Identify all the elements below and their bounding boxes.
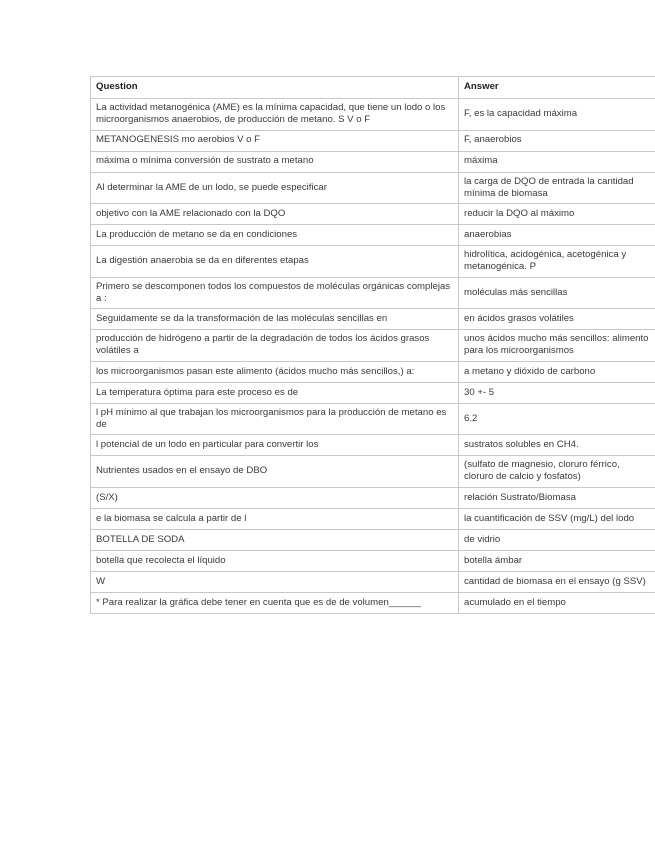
table-row: [91, 550, 655, 571]
answer-cell: en ácidos grasos volátiles: [459, 309, 655, 330]
table-row: [91, 246, 655, 278]
answer-cell: F, es la capacidad máxima: [459, 99, 655, 131]
question-cell: METANOGENESIS mo aerobios V o F: [91, 130, 459, 151]
table-row: [91, 456, 655, 488]
table-row: [91, 277, 655, 309]
answer-cell: hidrolítica, acidogénica, acetogénica y metanogénica. P: [459, 246, 655, 278]
table-row: [91, 204, 655, 225]
question-header: Question: [91, 77, 459, 99]
question-cell: máxima o mínima conversión de sustrato a metano: [91, 151, 459, 172]
question-cell: los microorganismos pasan este alimento (ácidos mucho más sencillos,) a:: [91, 361, 459, 382]
question-cell: Primero se descomponen todos los compuestos de moléculas orgánicas complejas a :: [91, 277, 459, 309]
answer-cell: acumulado en el tiempo: [459, 592, 655, 613]
question-cell: (S/X): [91, 487, 459, 508]
question-cell: Nutrientes usados en el ensayo de DBO: [91, 456, 459, 488]
question-cell: Seguidamente se da la transformación de las moléculas sencillas en: [91, 309, 459, 330]
answer-cell: reducir la DQO al máximo: [459, 204, 655, 225]
answer-cell: 6.2: [459, 403, 655, 435]
question-cell: * Para realizar la gráfica debe tener en cuenta que es de de volumen______: [91, 592, 459, 613]
table-row: [91, 571, 655, 592]
question-cell: La actividad metanogénica (AME) es la mínima capacidad, que tiene un lodo o los microorganismos anaerobios, de producción de metano. S V o F: [91, 99, 459, 131]
table-row: [91, 151, 655, 172]
answer-cell: de vidrio: [459, 529, 655, 550]
table-row: [91, 487, 655, 508]
answer-cell: moléculas más sencillas: [459, 277, 655, 309]
question-cell: BOTELLA DE SODA: [91, 529, 459, 550]
answer-cell: relación Sustrato/Biomasa: [459, 487, 655, 508]
question-cell: l pH mínimo al que trabajan los microorganismos para la producción de metano es de: [91, 403, 459, 435]
question-cell: l potencial de un lodo en particular para convertir los: [91, 435, 459, 456]
answer-cell: unos ácidos mucho más sencillos: alimento para los microorganismos: [459, 330, 655, 362]
question-cell: producción de hidrógeno a partir de la degradación de todos los ácidos grasos volátiles a: [91, 330, 459, 362]
answer-cell: sustratos solubles en CH4.: [459, 435, 655, 456]
answer-cell: anaerobias: [459, 225, 655, 246]
answer-cell: a metano y dióxido de carbono: [459, 361, 655, 382]
table-row: [91, 361, 655, 382]
answer-cell: botella ámbar: [459, 550, 655, 571]
table-row: [91, 309, 655, 330]
question-cell: Al determinar la AME de un lodo, se puede especificar: [91, 172, 459, 204]
question-cell: La producción de metano se da en condiciones: [91, 225, 459, 246]
table-row: [91, 330, 655, 362]
answer-cell: cantidad de biomasa en el ensayo (g SSV): [459, 571, 655, 592]
question-cell: La digestión anaerobia se da en diferentes etapas: [91, 246, 459, 278]
header-row: [91, 77, 655, 99]
table-row: [91, 403, 655, 435]
qa-table-body: [91, 99, 655, 614]
table-row: [91, 225, 655, 246]
table-row: [91, 529, 655, 550]
table-row: [91, 99, 655, 131]
answer-cell: máxima: [459, 151, 655, 172]
answer-cell: 30 +- 5: [459, 382, 655, 403]
question-cell: botella que recolecta el líquido: [91, 550, 459, 571]
table-row: [91, 592, 655, 613]
answer-cell: la cuantificación de SSV (mg/L) del lodo: [459, 508, 655, 529]
answer-cell: la carga de DQO de entrada la cantidad mínima de biomasa: [459, 172, 655, 204]
table-row: [91, 130, 655, 151]
answer-header: Answer: [459, 77, 655, 99]
qa-table: [90, 76, 655, 614]
answer-cell: F, anaerobios: [459, 130, 655, 151]
question-cell: e la biomasa se calcula a partir de l: [91, 508, 459, 529]
table-row: [91, 435, 655, 456]
question-cell: objetivo con la AME relacionado con la DQO: [91, 204, 459, 225]
answer-cell: (sulfato de magnesio, cloruro férrico, cloruro de calcio y fosfatos): [459, 456, 655, 488]
question-cell: W: [91, 571, 459, 592]
question-cell: La temperatura óptima para este proceso es de: [91, 382, 459, 403]
table-row: [91, 382, 655, 403]
table-row: [91, 508, 655, 529]
table-row: [91, 172, 655, 204]
